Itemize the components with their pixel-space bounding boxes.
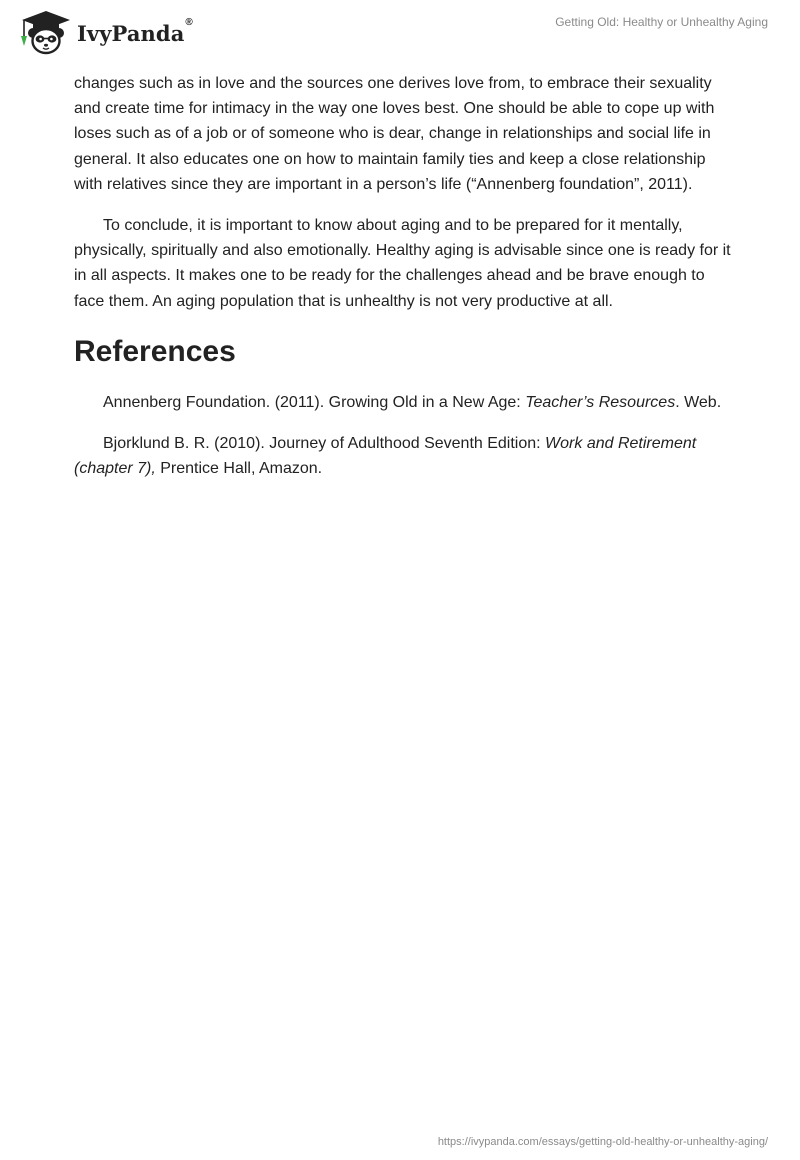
body-paragraph-1: changes such as in love and the sources one derives love from, to embrace their sexuality and create time for intimacy in the way one loves best. One should be able to cope up with loses such as of a job or of someone who is dear, change in relationships and social life in general. It also educates one on how to maintain family ties and keep a close relationship with relatives since they are important in a person’s life (“Annenberg foundation”, 2011).	[74, 75, 715, 193]
registered-mark: ®	[185, 16, 193, 28]
reference-1-text: Annenberg Foundation. (2011). Growing Old in a New Age:	[103, 393, 526, 411]
reference-2-text: Bjorklund B. R. (2010). Journey of Adulthood Seventh Edition:	[103, 435, 546, 453]
document-title: Getting Old: Healthy or Unhealthy Aging	[555, 15, 768, 29]
reference-item-2	[74, 431, 734, 481]
document-body	[74, 71, 734, 497]
references-heading: References	[74, 334, 236, 368]
reference-item-1	[74, 390, 734, 415]
reference-2-tail: Prentice Hall, Amazon.	[155, 460, 323, 478]
brand-name-text: IvyPanda	[77, 20, 185, 46]
ivypanda-logo[interactable]	[16, 8, 193, 56]
reference-2-italic: Work and Retirement (chapter 7),	[74, 435, 697, 478]
brand-name	[77, 16, 193, 46]
source-url-link[interactable]: https://ivypanda.com/essays/getting-old-healthy-or-unhealthy-aging/	[437, 1136, 768, 1148]
panda-graduate-icon	[16, 8, 76, 56]
page-header	[0, 0, 800, 64]
reference-1-tail: . Web.	[675, 393, 722, 411]
reference-1-italic: Teacher’s Resources	[525, 393, 676, 411]
body-paragraph-2: To conclude, it is important to know about aging and to be prepared for it mentally, physically, spiritually and also emotionally. Healthy aging is advisable since one is ready for it in all aspects. It makes one to be ready for the challenges ahead and be brave enough to face them. An aging population that is unhealthy is not very productive at all.	[74, 217, 731, 310]
